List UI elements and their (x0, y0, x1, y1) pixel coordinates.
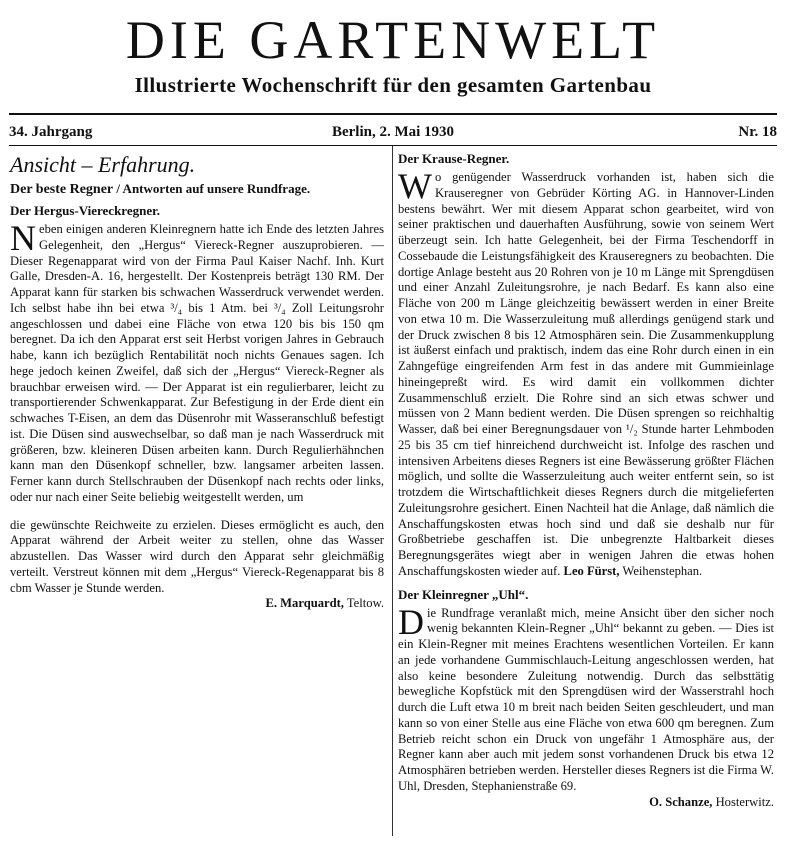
article-title-uhl: Der Kleinregner „Uhl“. (398, 586, 529, 602)
issue-number-label: Nr. 18 (738, 124, 777, 140)
article-body-uhl: Die Rundfrage veranlaßt mich, meine Ansicht über den sicher noch wenig bekannten Klein-Regner „Uhl“ bekannt zu geben. — Dies ist ein Klein-Regner mit meines Erachtens wesentlichen Vorteilen. Er kann an jede vorhandene Gummischlauch-Leitung angeschlossen werden, hat also keine besondere Zuleitung notwendig. Durch das selbsttätig bewegliche Kopfstück mit den Sprengdüsen wird der Wasserstrahl hoch durch die Luft etwa 10 m breit nach beiden Seiten geschleudert, und man kann so von einer Stelle aus eine Fläche von etwa 600 qm beregnen. Zum Betrieb reicht schon ein Druck von ungefähr 1 Atmosphäre aus, der Regner kann aber auch mit jedem sonst vorhandenen Druck bis etwa 12 Atmosphären betrieben werden. Hersteller dieses Regners ist die Firma W. Uhl, Dresden, Stephanienstraße 69. (398, 601, 774, 793)
author-name: Leo Fürst, (563, 563, 620, 578)
column-gap (10, 506, 384, 518)
feature-headline (10, 180, 384, 199)
column-divider (392, 146, 393, 836)
author-signature-hergus (10, 596, 384, 612)
place-date-label: Berlin, 2. Mai 1930 (331, 124, 455, 140)
left-column (10, 150, 384, 612)
author-name: O. Schanze, (649, 794, 713, 809)
masthead (0, 10, 786, 98)
author-place: Teltow. (343, 596, 384, 611)
section-heading: Ansicht – Erfahrung. (10, 152, 196, 177)
volume-label: 34. Jahrgang (9, 124, 93, 140)
masthead-rule (9, 113, 777, 115)
article-title-krause: Der Krause-Regner. (398, 151, 510, 166)
newspaper-subtitle: Illustrierte Wochenschrift für den gesamten Gartenbau (134, 73, 652, 97)
article-title-hergus: Der Hergus-Viereckregner. (10, 203, 160, 218)
feature-headline-main: Der beste Regner (10, 182, 114, 197)
issue-meta-bar (9, 124, 777, 144)
meta-rule (9, 145, 777, 146)
feature-headline-rest: / Antworten auf unsere Rundfrage. (113, 181, 311, 196)
article-body-hergus-continued: die gewünschte Reichweite zu erzielen. Dieses ermöglicht es auch, den Apparat während der Arbeit weiter zu stellen, ohne das Wasser abzustellen. Das Wasser wird durch den Apparat sehr gleichmäßig verteilt. Verstreut können mit dem „Hergus“ Viereck-Regenapparat bis 8 cbm Wasser je Stunde werden. (10, 517, 384, 595)
article-body-krause (398, 166, 774, 580)
author-name: E. Marquardt, (265, 596, 344, 611)
author-place: Hosterwitz. (712, 794, 774, 809)
author-place: Weihenstephan. (619, 563, 703, 578)
article-body-hergus: Neben einigen anderen Kleinregnern hatte ich Ende des letzten Jahres Gelegenheit, den „Hergus“ Viereck-Regner auszuprobieren. — Dieser Regenapparat wird von der Firma Paul Kaiser Nachf. Inh. Kurt Galle, Dresden-A. 16, hergestellt. Der Kostenpreis beträgt 130 RM. Der Apparat kann für starken bis schwachen Wasserdruck verwendet werden. Ich selbst habe ihn bei etwa ³/₄ bis 1 Atm. bei ³/₄ Zoll Leitungsrohr angeschlossen und dabei eine Fläche von etwa 120 bis bis 150 qm beregnet. Da ich den Apparat erst seit Herbst vorigen Jahres in Gebrauch habe, kann ich bezüglich Rentabilität noch nichts Genaues sagen. Ich hege jedoch keinen Zweifel, daß sich der „Hergus“ Viereck-Regner als brauchbar erweisen wird. — Der Apparat ist ein regulierbarer, leicht zu transportierender Schwenkapparat. Zur Befestigung in der Erde dient ein schwaches T-Eisen, an dem das Düsenrohr mit Wasseranschluß befestigt ist. Die Düsen sind auswechselbar, so daß man je nach Wasserdruck mit größeren, bzw. kleineren Düsen arbeiten kann. Durch Regulierhähnchen kann man den Düsenkopf schneller, bzw. langsamer arbeiten lassen. Ferner kann durch Stellschrauben der Düsenkopf nach rechts oder links, oder nur nach einer Seite beliebig weitgestellt werden, um (10, 218, 384, 504)
article-body-krause-text: Wo genügender Wasserdruck vorhanden ist, haben sich die Krauseregner von Gebrüder Körting AG. in Hannover-Linden bestens bewährt. Wer mit diesem Apparat schon gearbeitet, wird von seiner praktischen und dauerhaften Ausführung, sowie von seinem Wert überzeugt sein. Ich hatte Gelegenheit, bei der Firma Teschendorff in Cossebaude die Leistungsfähigkeit des Krauseregners zu beobachten. Die dortige Anlage besteht aus 20 Rohren von je 10 m Länge mit Sprengdüsen und einer Anzahl Zuleitungsrohre, je nach Bedarf. Es kann also eine Fläche von 200 m Länge gleichzeitig bewässert werden in einer Breite von etwa 10 m. Die Wasserzuleitung muß allerdings genügend stark und der Druck zwischen 8 bis 12 Atmosphären sein. Die Zusammenkupplung ist äußerst einfach und praktisch, indem das eine Rohr durch einen in ein Zahngefüge eingreifenden Arm fest in das andere mit Gummieinlage hineingepreßt wird. Es wird damit ein vollkommen dichter Zusammenschluß erzielt. Die Rohre sind an sich etwas schwer und müssen von 2 Mann bedient werden. Die Düsen sprengen so reichhaltig Wasser, daß bei einer Beregnungsdauer von ¹/₂ Stunde harter Lehmboden 25 bis 35 cm tief hinreichend durchweicht ist. Infolge des raschen und intensiven Arbeitens dieses Regners ist eine Bewässerung größter Flächen möglich, und sollte die Wasserzuleitung auch weiter entfernt sein, so ist trotzdem die Wirtschaftlichkeit dieses Regners durch die mitgelieferten Zuleitungsrohre gesichert. Einen Nachteil hat die Anlage, daß nämlich die Anschaffungskosten etwas hoch sind und daß sie deshalb nur für Großbetriebe geschaffen ist. Die unbegrenzte Haltbarkeit dieses Beregnungsgerätes wiegt aber in wenigen Jahren die etwas hohen Anschaffungskosten wieder auf. (398, 166, 774, 578)
right-column (398, 150, 774, 810)
author-signature-uhl (398, 795, 774, 811)
newspaper-title: DIE GARTENWELT (125, 10, 661, 70)
